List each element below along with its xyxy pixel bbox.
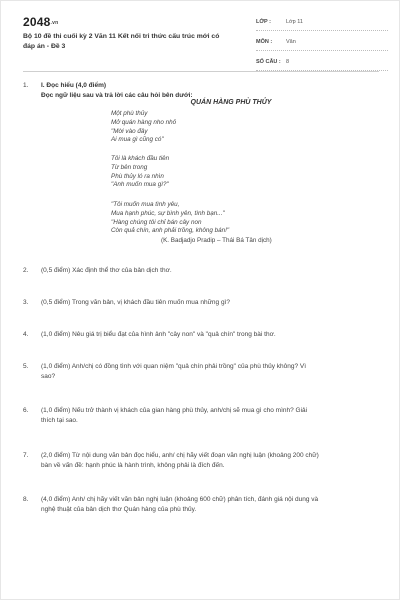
exam-title: Bộ 10 đề thi cuối kỳ 2 Văn 11 Kết nối tri thức cấu trúc mới có đáp án - Đề 3 — [23, 33, 220, 50]
meta-key: LỚP : — [256, 19, 271, 25]
question-body — [41, 330, 276, 340]
meta-row-class — [256, 15, 388, 31]
question-text: (1,0 điểm) Anh/chị có đồng tình với quan niệm "quả chín phải trồng" của phù thủy không? Vì — [41, 363, 307, 370]
exam-meta — [256, 15, 388, 75]
poem-line: Tôi là khách đầu tiên — [111, 155, 170, 162]
question-body — [41, 362, 306, 382]
question-text: thích tại sao. — [41, 417, 78, 424]
meta-row-count — [256, 55, 388, 71]
meta-value: Lớp 11 — [286, 19, 303, 25]
question-text: (2,0 điểm) Từ nội dung văn bản đọc hiểu, anh/ chị hãy viết đoạn văn nghị luận (khoảng 200 chữ) — [41, 452, 319, 459]
poem-stanza — [111, 155, 169, 190]
question-number: 8. — [23, 496, 29, 503]
question-number: 2. — [23, 267, 29, 274]
poem-line: "Anh muốn mua gì?" — [111, 181, 169, 189]
question-body — [41, 298, 230, 308]
question-number: 4. — [23, 331, 29, 338]
meta-key: SỐ CÂU : — [256, 59, 281, 65]
question-number: 6. — [23, 407, 29, 414]
question-text: (0,5 điểm) Trong văn bản, vị khách đầu tiên muốn mua những gì? — [41, 299, 230, 306]
logo-main: 2048 — [23, 15, 51, 29]
question-number: 1. — [23, 82, 29, 89]
poem-line: Một phù thủy — [111, 110, 148, 117]
question-text: (4,0 điểm) Anh/ chị hãy viết văn bản nghị luận (khoảng 600 chữ) phân tích, đánh giá nội dung và — [41, 496, 319, 503]
question-number: 7. — [23, 452, 29, 459]
poem-stanza — [111, 110, 176, 145]
question-body — [41, 266, 172, 276]
poem-line: "Mời vào đây — [111, 127, 148, 135]
question-body — [41, 451, 319, 471]
section-heading: I. Đọc hiểu (4,0 điểm) — [41, 82, 107, 89]
question-body — [41, 406, 307, 426]
poem-line: Ai mua gì cũng có" — [111, 136, 164, 144]
poem-line: Phù thủy ló ra nhìn — [111, 172, 164, 180]
question-text: (1,0 điểm) Nêu giá trị biểu đạt của hình ảnh "cây non" và "quả chín" trong bài thơ. — [41, 331, 276, 338]
poem-credit: (K. Badjadjo Pradip – Thái Bá Tân dịch) — [161, 237, 272, 244]
poem-line: Còn quả chín, anh phải trồng, không bán!" — [111, 227, 230, 235]
meta-value: Văn — [286, 39, 296, 45]
meta-key: MÔN : — [256, 39, 273, 45]
question-body — [41, 81, 193, 101]
reading-instruction: Đọc ngữ liệu sau và trả lời các câu hỏi bên dưới: — [41, 92, 193, 99]
question-body — [41, 495, 318, 515]
meta-row-subject — [256, 35, 388, 51]
poem-line: Mua hạnh phúc, sự bình yên, tình bạn..." — [111, 209, 225, 217]
question-text: (1,0 điểm) Nếu trở thành vị khách của gian hàng phù thủy, anh/chị sẽ mua gì cho mình? Giải — [41, 407, 308, 414]
question-text: bàn về vấn đề: hạnh phúc là hành trình, không phải là đích đến. — [41, 462, 225, 469]
site-logo[interactable] — [23, 15, 58, 29]
question-text: (0,5 điểm) Xác định thể thơ của bản dịch thơ. — [41, 267, 172, 274]
header-divider — [23, 71, 379, 72]
question-text: nghệ thuật của bản dịch thơ Quán hàng của phù thủy. — [41, 506, 197, 513]
poem-line: "Hàng chúng tôi chỉ bán cây non — [111, 218, 202, 226]
meta-value: 8 — [286, 59, 290, 65]
poem-line: Từ bên trong — [111, 163, 148, 171]
poem-stanza — [111, 201, 229, 236]
question-number: 5. — [23, 363, 29, 370]
poem-line: "Tôi muốn mua tình yêu, — [111, 201, 180, 208]
page-header — [1, 1, 400, 65]
logo-tld: .vn — [50, 19, 59, 26]
poem-title: QUÁN HÀNG PHÙ THỦY — [190, 99, 272, 106]
question-text: sao? — [41, 373, 56, 380]
poem-line: Mở quán hàng nho nhỏ — [111, 118, 177, 126]
question-number: 3. — [23, 299, 29, 306]
